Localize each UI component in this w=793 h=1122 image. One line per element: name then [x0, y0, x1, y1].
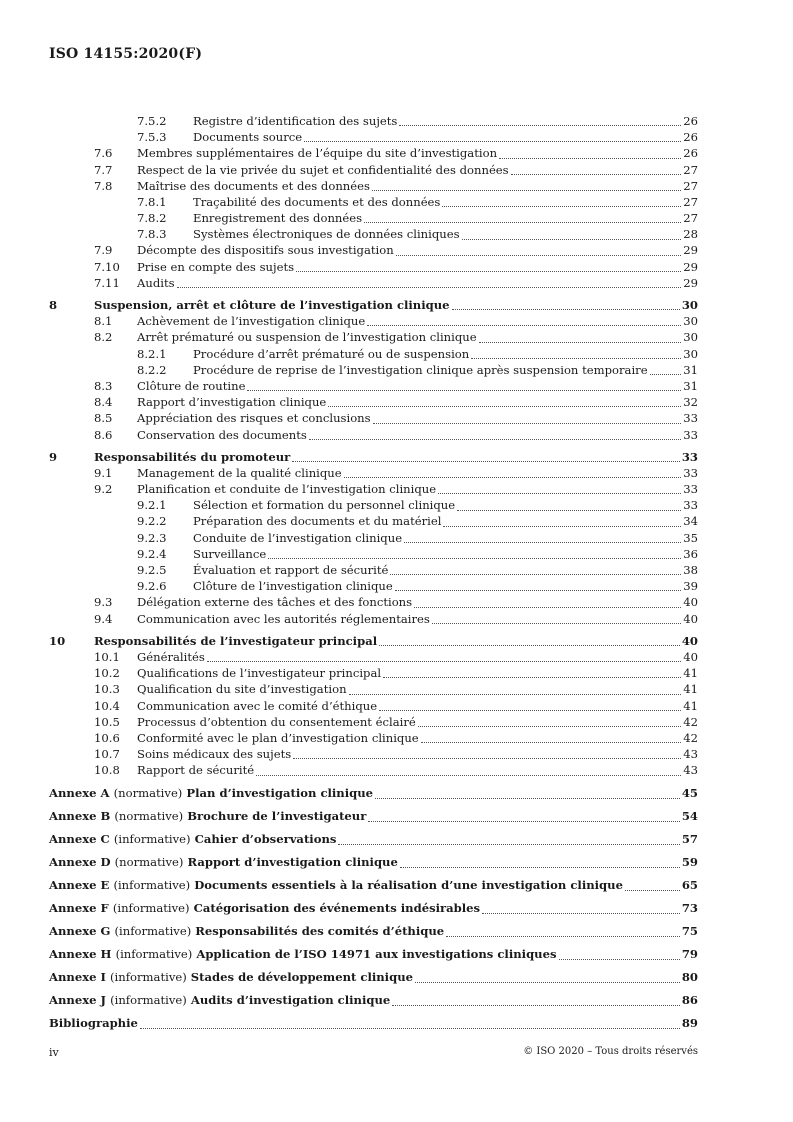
toc-entry-title: Prise en compte des sujets — [137, 259, 295, 274]
toc-entry[interactable] — [49, 633, 698, 649]
dot-leader — [404, 542, 681, 543]
toc-entry[interactable] — [49, 578, 698, 594]
dot-leader — [375, 798, 680, 799]
toc-entry[interactable] — [49, 449, 698, 465]
toc-entry-page: 42 — [683, 714, 698, 729]
bibliography-page: 89 — [681, 1015, 698, 1030]
toc-entry[interactable] — [49, 297, 698, 313]
toc-entry[interactable] — [49, 129, 698, 145]
dot-leader — [442, 206, 681, 207]
toc-entry-title: Appréciation des risques et conclusions — [137, 411, 371, 426]
dot-leader — [177, 287, 682, 288]
annex-title: Cahier d’observations — [194, 831, 337, 846]
toc-entry-page: 33 — [683, 411, 698, 426]
dot-leader — [373, 423, 682, 424]
toc-annex-entry[interactable] — [49, 808, 698, 825]
toc-entry-number: 10.4 — [94, 698, 120, 713]
toc-entry-page: 33 — [681, 449, 698, 464]
dot-leader — [296, 271, 681, 272]
toc-entry-page: 34 — [683, 514, 698, 529]
dot-leader — [471, 358, 681, 359]
toc-entry-number: 10.5 — [94, 714, 120, 729]
toc-entry-title: Registre d’identification des sujets — [193, 113, 398, 128]
toc-entry-title: Documents source — [193, 130, 303, 145]
toc-entry-number: 8.3 — [94, 378, 113, 393]
annex-label: Annexe D — [49, 854, 111, 869]
annex-kind: (normative) — [114, 808, 184, 823]
toc-entry-number: 8.5 — [94, 411, 113, 426]
toc-entry-number: 7.8.3 — [137, 227, 167, 242]
dot-leader — [418, 726, 681, 727]
toc-entry-title: Généralités — [137, 649, 205, 664]
annex-page: 73 — [681, 900, 698, 915]
toc-entry-page: 33 — [683, 482, 698, 497]
bibliography-title: Bibliographie — [49, 1015, 138, 1030]
annex-label: Annexe A — [49, 785, 110, 800]
toc-annex-entry[interactable] — [49, 992, 698, 1009]
toc-entry-page: 29 — [683, 259, 698, 274]
toc-entry-number: 7.5.2 — [137, 113, 167, 128]
toc-entry-number: 8.4 — [94, 395, 113, 410]
toc-entry[interactable] — [49, 514, 698, 530]
dot-leader — [379, 710, 681, 711]
toc-entry-title: Procédure d’arrêt prématuré ou de suspension — [193, 346, 470, 361]
toc-entry-title: Achèvement de l’investigation clinique — [137, 314, 366, 329]
dot-leader — [414, 607, 681, 608]
toc-entry-title: Communication avec les autorités réglementaires — [137, 611, 430, 626]
dot-leader — [379, 645, 680, 646]
toc-entry-number: 7.8 — [94, 178, 113, 193]
toc-entry-number: 10.8 — [94, 763, 120, 778]
toc-annex-entry[interactable] — [49, 900, 698, 917]
annex-kind: (normative) — [113, 785, 183, 800]
copyright-notice: © ISO 2020 – Tous droits réservés — [523, 1046, 698, 1057]
toc-entry-number: 9.2.4 — [137, 546, 167, 561]
toc-entry-title: Management de la qualité clinique — [137, 465, 342, 480]
dot-leader — [309, 439, 681, 440]
toc-entry[interactable] — [49, 178, 698, 194]
toc-entry-page: 27 — [683, 194, 698, 209]
dot-leader — [625, 890, 680, 891]
annex-title: Documents essentiels à la réalisation d’une investigation clinique — [194, 877, 623, 892]
toc-annex-entry[interactable] — [49, 831, 698, 848]
toc-entry-number: 10.6 — [94, 730, 120, 745]
dot-leader — [446, 936, 680, 937]
toc-entry[interactable] — [49, 113, 698, 129]
toc-entry-page: 27 — [683, 211, 698, 226]
toc-entry[interactable] — [49, 362, 698, 378]
toc-entry-page: 32 — [683, 395, 698, 410]
annex-label: Annexe F — [49, 900, 109, 915]
toc-entry-page: 36 — [683, 546, 698, 561]
toc-entry-title: Traçabilité des documents et des données — [193, 194, 441, 209]
annex-label: Annexe J — [49, 992, 107, 1007]
toc-entry-page: 30 — [683, 330, 698, 345]
toc-entry-title: Conformité avec le plan d’investigation clinique — [137, 730, 419, 745]
annex-title-group — [49, 877, 623, 894]
annex-title-group — [49, 808, 366, 825]
annex-page: 75 — [681, 923, 698, 938]
toc-entry-number: 9.2.6 — [137, 579, 167, 594]
toc-annex-entry[interactable] — [49, 785, 698, 802]
toc-entry-title: Suspension, arrêt et clôture de l’investigation clinique — [94, 298, 450, 313]
annex-page: 57 — [681, 831, 698, 846]
dot-leader — [399, 125, 681, 126]
toc-entry-page: 35 — [683, 530, 698, 545]
toc-entry-page: 40 — [681, 633, 698, 648]
dot-leader — [383, 677, 681, 678]
toc-entry-page: 29 — [683, 243, 698, 258]
dot-leader — [457, 510, 681, 511]
toc-entry[interactable] — [49, 346, 698, 362]
toc-entry-title: Procédure de reprise de l’investigation clinique après suspension temporaire — [193, 362, 648, 377]
annex-kind: (informative) — [113, 831, 191, 846]
toc-annex-entry[interactable] — [49, 969, 698, 986]
dot-leader — [349, 694, 682, 695]
toc-entry-page: 43 — [683, 763, 698, 778]
annex-title: Plan d’investigation clinique — [186, 785, 374, 800]
annex-page: 79 — [681, 946, 698, 961]
annex-title-group — [49, 854, 398, 871]
toc-entry-number: 9.2.2 — [137, 514, 167, 529]
dot-leader — [482, 913, 680, 914]
toc-entry-title: Surveillance — [193, 546, 267, 561]
toc-entry-number: 8.6 — [94, 427, 113, 442]
annex-title-group — [49, 923, 444, 940]
toc-entry-number: 7.10 — [94, 259, 120, 274]
annex-title: Responsabilités des comités d’éthique — [195, 923, 445, 938]
annex-page: 65 — [681, 877, 698, 892]
dot-leader — [338, 844, 679, 845]
toc-entry-number: 9.2.3 — [137, 530, 167, 545]
toc-entry-number: 7.6 — [94, 146, 113, 161]
dot-leader — [559, 959, 680, 960]
toc-entry-title: Processus d’obtention du consentement éclairé — [137, 714, 416, 729]
toc-annex-entry[interactable] — [49, 854, 698, 871]
toc-entry-title: Respect de la vie privée du sujet et confidentialité des données — [137, 162, 509, 177]
toc-entry-page: 27 — [683, 178, 698, 193]
annex-label: Annexe H — [49, 946, 112, 961]
annex-label: Annexe C — [49, 831, 110, 846]
toc-entry[interactable] — [49, 145, 698, 161]
toc-entry[interactable] — [49, 665, 698, 681]
dot-leader — [432, 623, 681, 624]
toc-entry[interactable] — [49, 465, 698, 481]
toc-entry-number: 9.2.5 — [137, 563, 167, 578]
toc-entry-number: 10.3 — [94, 682, 120, 697]
dot-leader — [293, 758, 681, 759]
toc-entry-number: 7.8.2 — [137, 211, 167, 226]
toc-entry-page: 33 — [683, 498, 698, 513]
toc-entry-page: 29 — [683, 275, 698, 290]
toc-entry[interactable] — [49, 259, 698, 275]
annex-label: Annexe I — [49, 969, 106, 984]
annex-kind: (informative) — [114, 923, 192, 938]
toc-entry[interactable] — [49, 243, 698, 259]
toc-annex-entry[interactable] — [49, 877, 698, 894]
toc-entry[interactable] — [49, 394, 698, 410]
toc-entry-page: 41 — [683, 698, 698, 713]
toc-entry-number: 8.2.2 — [137, 362, 167, 377]
annex-title-group — [49, 946, 557, 963]
toc-entry-number: 7.11 — [94, 275, 120, 290]
toc-entry-page: 39 — [683, 579, 698, 594]
dot-leader — [390, 574, 681, 575]
toc-bibliography-entry[interactable] — [49, 1015, 698, 1032]
toc-entry-number: 9.2.1 — [137, 498, 167, 513]
dot-leader — [392, 1005, 680, 1006]
dot-leader — [304, 141, 681, 142]
toc-entry-page: 30 — [683, 346, 698, 361]
toc-entry-title: Systèmes électroniques de données cliniques — [193, 227, 460, 242]
annex-label: Annexe E — [49, 877, 110, 892]
toc-entry-title: Délégation externe des tâches et des fonctions — [137, 595, 413, 610]
toc-entry-page: 31 — [683, 362, 698, 377]
annex-title: Rapport d’investigation clinique — [187, 854, 398, 869]
annex-title-group — [49, 992, 390, 1009]
toc-entry[interactable] — [49, 210, 698, 226]
dot-leader — [421, 742, 682, 743]
toc-entry-title: Membres supplémentaires de l’équipe du site d’investigation — [137, 146, 498, 161]
toc-entry-number: 8.1 — [94, 314, 113, 329]
toc-entry-title: Enregistrement des données — [193, 211, 363, 226]
annex-kind: (informative) — [110, 969, 187, 984]
dot-leader — [328, 406, 681, 407]
toc-entry-title: Planification et conduite de l’investigation clinique — [137, 482, 437, 497]
toc-entry-page: 30 — [681, 298, 698, 313]
dot-leader — [367, 325, 681, 326]
toc-entry-number: 9 — [49, 449, 58, 464]
dot-leader — [256, 775, 681, 776]
table-of-contents — [49, 113, 698, 1032]
dot-leader — [395, 590, 682, 591]
annex-kind: (informative) — [115, 946, 193, 961]
annex-label: Annexe G — [49, 923, 111, 938]
toc-entry[interactable] — [49, 530, 698, 546]
toc-entry-number: 7.5.3 — [137, 130, 167, 145]
toc-entry-title: Responsabilités du promoteur — [94, 449, 291, 464]
toc-entry-number: 9.3 — [94, 595, 113, 610]
toc-entry-page: 30 — [683, 314, 698, 329]
annex-title: Catégorisation des événements indésirables — [193, 900, 481, 915]
toc-annex-entry[interactable] — [49, 946, 698, 963]
toc-entry[interactable] — [49, 730, 698, 746]
toc-entry-page: 26 — [683, 113, 698, 128]
annex-page: 86 — [681, 992, 698, 1007]
toc-entry-number: 7.7 — [94, 162, 113, 177]
annex-title-group — [49, 969, 413, 986]
dot-leader — [479, 342, 682, 343]
annex-page: 80 — [681, 969, 698, 984]
toc-entry-page: 43 — [683, 747, 698, 762]
annex-label: Annexe B — [49, 808, 111, 823]
toc-entry-number: 10 — [49, 633, 66, 648]
toc-entry[interactable] — [49, 378, 698, 394]
toc-entry-number: 8 — [49, 298, 58, 313]
toc-entry[interactable] — [49, 649, 698, 665]
toc-entry-title: Clôture de routine — [137, 378, 246, 393]
toc-entry-title: Rapport de sécurité — [137, 763, 255, 778]
toc-entry-number: 8.2 — [94, 330, 113, 345]
annex-title: Application de l’ISO 14971 aux investigations cliniques — [196, 946, 557, 961]
toc-entry-title: Communication avec le comité d’éthique — [137, 698, 378, 713]
document-id-header: ISO 14155:2020(F) — [49, 46, 203, 62]
toc-entry-number: 7.9 — [94, 243, 113, 258]
annex-title-group — [49, 900, 480, 917]
dot-leader — [415, 982, 680, 983]
toc-entry-number: 9.1 — [94, 465, 113, 480]
toc-entry-page: 26 — [683, 130, 698, 145]
toc-entry-page: 28 — [683, 227, 698, 242]
toc-entry-page: 40 — [683, 649, 698, 664]
dot-leader — [364, 222, 681, 223]
toc-entry-page: 42 — [683, 730, 698, 745]
annex-title: Stades de développement clinique — [190, 969, 414, 984]
toc-entry-title: Qualification du site d’investigation — [137, 682, 347, 697]
toc-entry-page: 38 — [683, 563, 698, 578]
toc-entry[interactable] — [49, 681, 698, 697]
toc-entry-page: 40 — [683, 611, 698, 626]
toc-annex-entry[interactable] — [49, 923, 698, 940]
toc-entry[interactable] — [49, 562, 698, 578]
toc-entry-page: 40 — [683, 595, 698, 610]
toc-entry-number: 9.4 — [94, 611, 113, 626]
toc-entry[interactable] — [49, 497, 698, 513]
dot-leader — [443, 526, 681, 527]
toc-entry[interactable] — [49, 762, 698, 778]
page-number: iv — [49, 1046, 59, 1059]
toc-entry[interactable] — [49, 481, 698, 497]
dot-leader — [368, 821, 680, 822]
toc-entry-title: Conduite de l’investigation clinique — [193, 530, 403, 545]
toc-entry-title: Maîtrise des documents et des données — [137, 178, 370, 193]
toc-entry-title: Clôture de l’investigation clinique — [193, 579, 393, 594]
toc-entry-title: Soins médicaux des sujets — [137, 747, 292, 762]
toc-entry-page: 26 — [683, 146, 698, 161]
dot-leader — [400, 867, 680, 868]
dot-leader — [650, 374, 682, 375]
toc-entry[interactable] — [49, 546, 698, 562]
dot-leader — [247, 390, 681, 391]
toc-entry-page: 27 — [683, 162, 698, 177]
annex-page: 45 — [681, 785, 698, 800]
toc-entry-title: Arrêt prématuré ou suspension de l’investigation clinique — [137, 330, 477, 345]
toc-entry[interactable] — [49, 329, 698, 345]
toc-entry-page: 33 — [683, 427, 698, 442]
toc-entry[interactable] — [49, 162, 698, 178]
dot-leader — [438, 493, 681, 494]
annex-kind: (informative) — [110, 992, 187, 1007]
annex-page: 54 — [681, 808, 698, 823]
dot-leader — [140, 1028, 680, 1029]
annex-kind: (informative) — [112, 900, 190, 915]
toc-entry-title: Décompte des dispositifs sous investigation — [137, 243, 394, 258]
toc-entry-title: Audits — [137, 275, 175, 290]
toc-entry-number: 10.2 — [94, 666, 120, 681]
toc-entry-page: 41 — [683, 682, 698, 697]
toc-entry[interactable] — [49, 226, 698, 242]
annex-title: Brochure de l’investigateur — [187, 808, 367, 823]
toc-entry-page: 41 — [683, 666, 698, 681]
toc-entry[interactable] — [49, 194, 698, 210]
toc-entry[interactable] — [49, 611, 698, 627]
toc-entry[interactable] — [49, 275, 698, 291]
toc-entry-page: 31 — [683, 378, 698, 393]
dot-leader — [396, 255, 682, 256]
dot-leader — [499, 158, 681, 159]
dot-leader — [462, 239, 682, 240]
annex-title-group — [49, 785, 373, 802]
annex-page: 59 — [681, 854, 698, 869]
dot-leader — [372, 190, 681, 191]
toc-entry-title: Préparation des documents et du matériel — [193, 514, 442, 529]
toc-entry-title: Qualifications de l’investigateur principal — [137, 666, 382, 681]
toc-entry-page: 33 — [683, 465, 698, 480]
toc-entry-number: 9.2 — [94, 482, 113, 497]
toc-entry-title: Évaluation et rapport de sécurité — [193, 563, 389, 578]
annex-kind: (informative) — [113, 877, 191, 892]
toc-entry[interactable] — [49, 698, 698, 714]
dot-leader — [452, 309, 680, 310]
toc-entry-number: 10.7 — [94, 747, 120, 762]
dot-leader — [207, 661, 681, 662]
annex-kind: (normative) — [114, 854, 184, 869]
dot-leader — [344, 477, 682, 478]
toc-entry[interactable] — [49, 746, 698, 762]
toc-entry[interactable] — [49, 313, 698, 329]
dot-leader — [511, 174, 682, 175]
dot-leader — [268, 558, 681, 559]
toc-entry[interactable] — [49, 594, 698, 610]
dot-leader — [292, 461, 680, 462]
toc-entry-title: Conservation des documents — [137, 427, 307, 442]
toc-entry[interactable] — [49, 410, 698, 426]
toc-entry-number: 10.1 — [94, 649, 120, 664]
toc-entry-number: 7.8.1 — [137, 194, 167, 209]
toc-entry-number: 8.2.1 — [137, 346, 167, 361]
toc-entry-title: Responsabilités de l’investigateur principal — [94, 633, 378, 648]
toc-entry[interactable] — [49, 714, 698, 730]
annex-title: Audits d’investigation clinique — [190, 992, 391, 1007]
toc-entry[interactable] — [49, 427, 698, 443]
toc-entry-title: Rapport d’investigation clinique — [137, 395, 327, 410]
toc-entry-title: Sélection et formation du personnel clinique — [193, 498, 456, 513]
annex-title-group — [49, 831, 336, 848]
